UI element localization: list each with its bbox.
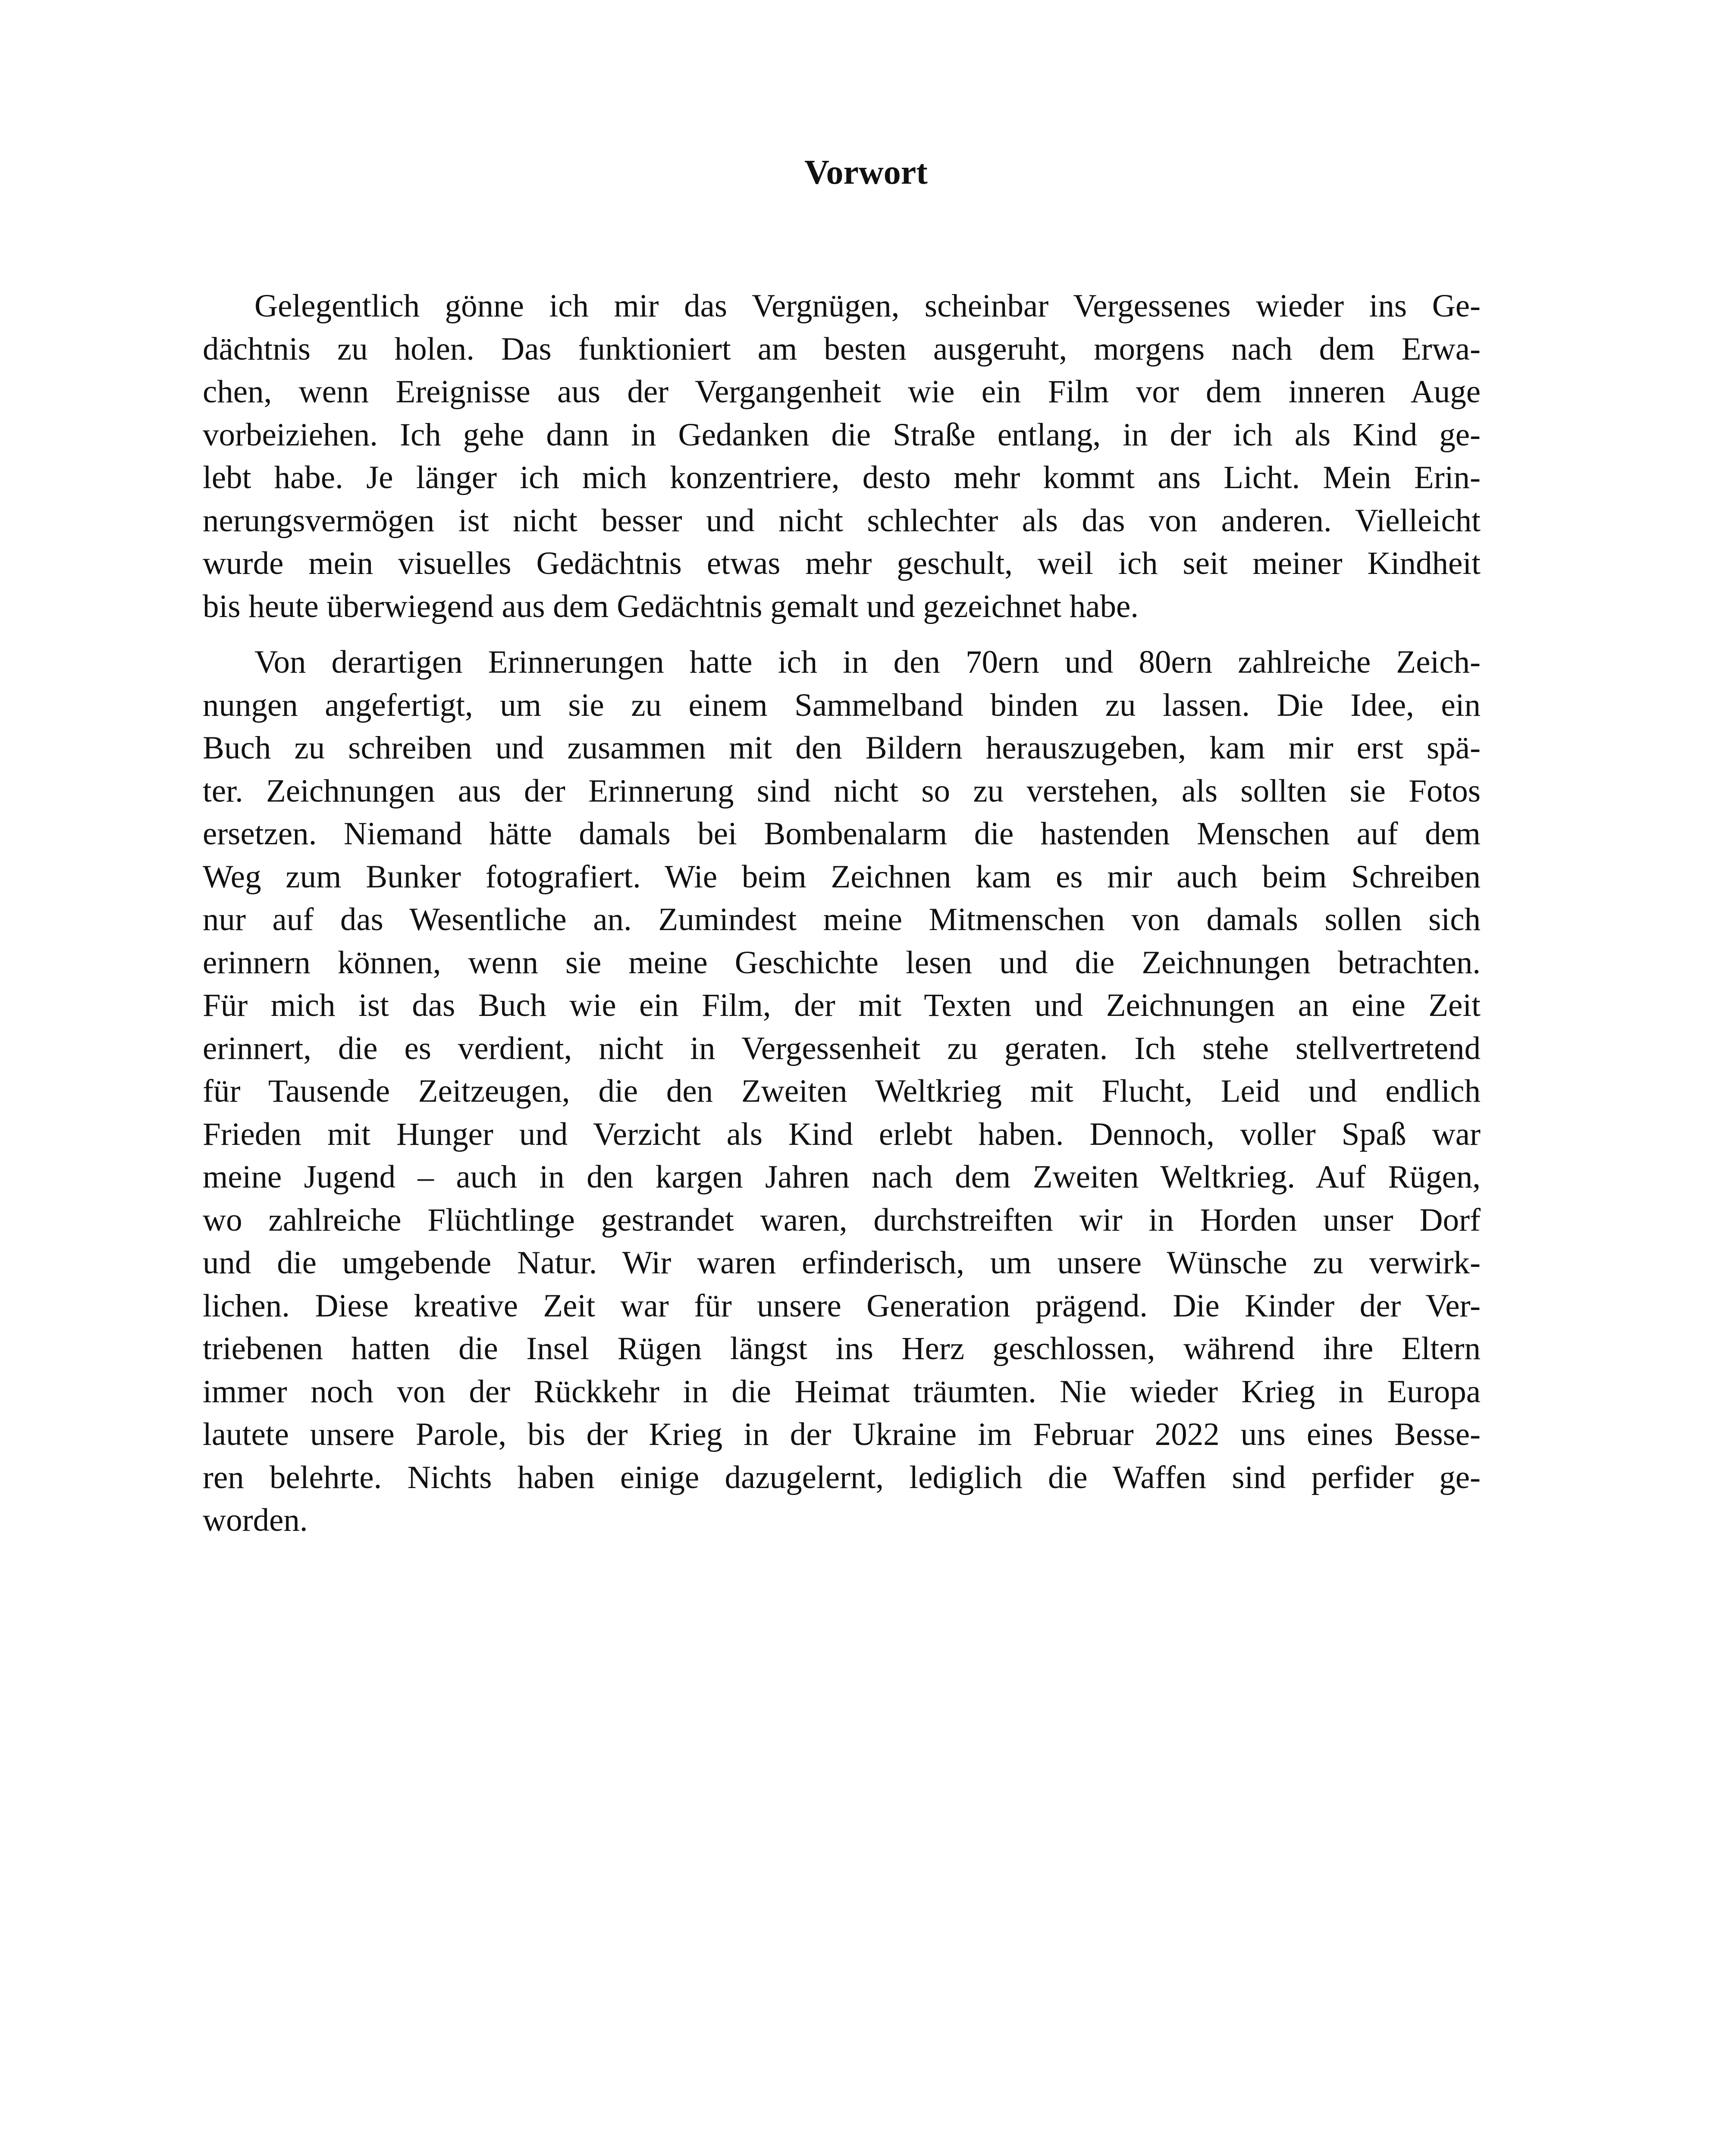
body-text xyxy=(203,285,1481,1542)
text-line: dächtnis zu holen. Das funktioniert am besten ausgeruht, morgens nach dem Erwa- xyxy=(203,331,1481,367)
text-line: ter. Zeichnungen aus der Erinnerung sind nicht so zu verstehen, als sollten sie Fotos xyxy=(203,773,1481,809)
paragraph-2 xyxy=(203,641,1481,1542)
text-line: und die umgebende Natur. Wir waren erfinderisch, um unsere Wünsche zu verwirk- xyxy=(203,1245,1481,1281)
text-line: wurde mein visuelles Gedächtnis etwas mehr geschult, weil ich seit meiner Kindheit xyxy=(203,545,1481,581)
text-line: Buch zu schreiben und zusammen mit den Bildern herauszugeben, kam mir erst spä- xyxy=(203,730,1481,766)
paragraph-spacer xyxy=(203,628,1481,641)
text-line: triebenen hatten die Insel Rügen längst ins Herz geschlossen, während ihre Eltern xyxy=(203,1331,1481,1366)
text-line: Von derartigen Erinnerungen hatte ich in den 70ern und 80ern zahlreiche Zeich- xyxy=(254,644,1481,680)
text-line: wo zahlreiche Flüchtlinge gestrandet waren, durchstreiften wir in Horden unser Dorf xyxy=(203,1202,1481,1238)
text-line: Weg zum Bunker fotografiert. Wie beim Zeichnen kam es mir auch beim Schreiben xyxy=(203,859,1481,895)
text-line: lichen. Diese kreative Zeit war für unsere Generation prägend. Die Kinder der Ver- xyxy=(203,1288,1481,1324)
text-line: nerungsvermögen ist nicht besser und nicht schlechter als das von anderen. Vielleicht xyxy=(203,502,1481,539)
text-line: erinnert, die es verdient, nicht in Vergessenheit zu geraten. Ich stehe stellvertretend xyxy=(203,1030,1481,1066)
text-line: ersetzen. Niemand hätte damals bei Bombenalarm die hastenden Menschen auf dem xyxy=(203,816,1481,852)
paragraph-1 xyxy=(203,285,1481,628)
text-line: lebt habe. Je länger ich mich konzentriere, desto mehr kommt ans Licht. Mein Erin- xyxy=(203,460,1481,495)
text-line: für Tausende Zeitzeugen, die den Zweiten Weltkrieg mit Flucht, Leid und endlich xyxy=(203,1073,1481,1109)
page-title: Vorwort xyxy=(804,154,928,191)
text-line: vorbeiziehen. Ich gehe dann in Gedanken die Straße entlang, in der ich als Kind ge- xyxy=(203,417,1481,453)
text-line: immer noch von der Rückkehr in die Heimat träumten. Nie wieder Krieg in Europa xyxy=(203,1373,1481,1410)
text-line: lautete unsere Parole, bis der Krieg in der Ukraine im Februar 2022 uns eines Besse- xyxy=(203,1416,1481,1452)
text-line: nur auf das Wesentliche an. Zumindest meine Mitmenschen von damals sollen sich xyxy=(203,902,1481,937)
text-line: worden. xyxy=(203,1502,308,1538)
text-line: Für mich ist das Buch wie ein Film, der mit Texten und Zeichnungen an eine Zeit xyxy=(203,987,1481,1023)
text-line: meine Jugend – auch in den kargen Jahren nach dem Zweiten Weltkrieg. Auf Rügen, xyxy=(203,1159,1481,1195)
text-line: nungen angefertigt, um sie zu einem Sammelband binden zu lassen. Die Idee, ein xyxy=(203,687,1481,723)
text-line: erinnern können, wenn sie meine Geschichte lesen und die Zeichnungen betrachten. xyxy=(203,944,1481,981)
text-line: ren belehrte. Nichts haben einige dazugelernt, lediglich die Waffen sind perfider ge- xyxy=(203,1459,1481,1495)
text-line: Gelegentlich gönne ich mir das Vergnügen, scheinbar Vergessenes wieder ins Ge- xyxy=(254,288,1481,324)
text-line: Frieden mit Hunger und Verzicht als Kind erlebt haben. Dennoch, voller Spaß war xyxy=(203,1116,1481,1152)
text-line: bis heute überwiegend aus dem Gedächtnis gemalt und gezeichnet habe. xyxy=(203,588,1139,624)
text-line: chen, wenn Ereignisse aus der Vergangenheit wie ein Film vor dem inneren Auge xyxy=(203,374,1481,410)
